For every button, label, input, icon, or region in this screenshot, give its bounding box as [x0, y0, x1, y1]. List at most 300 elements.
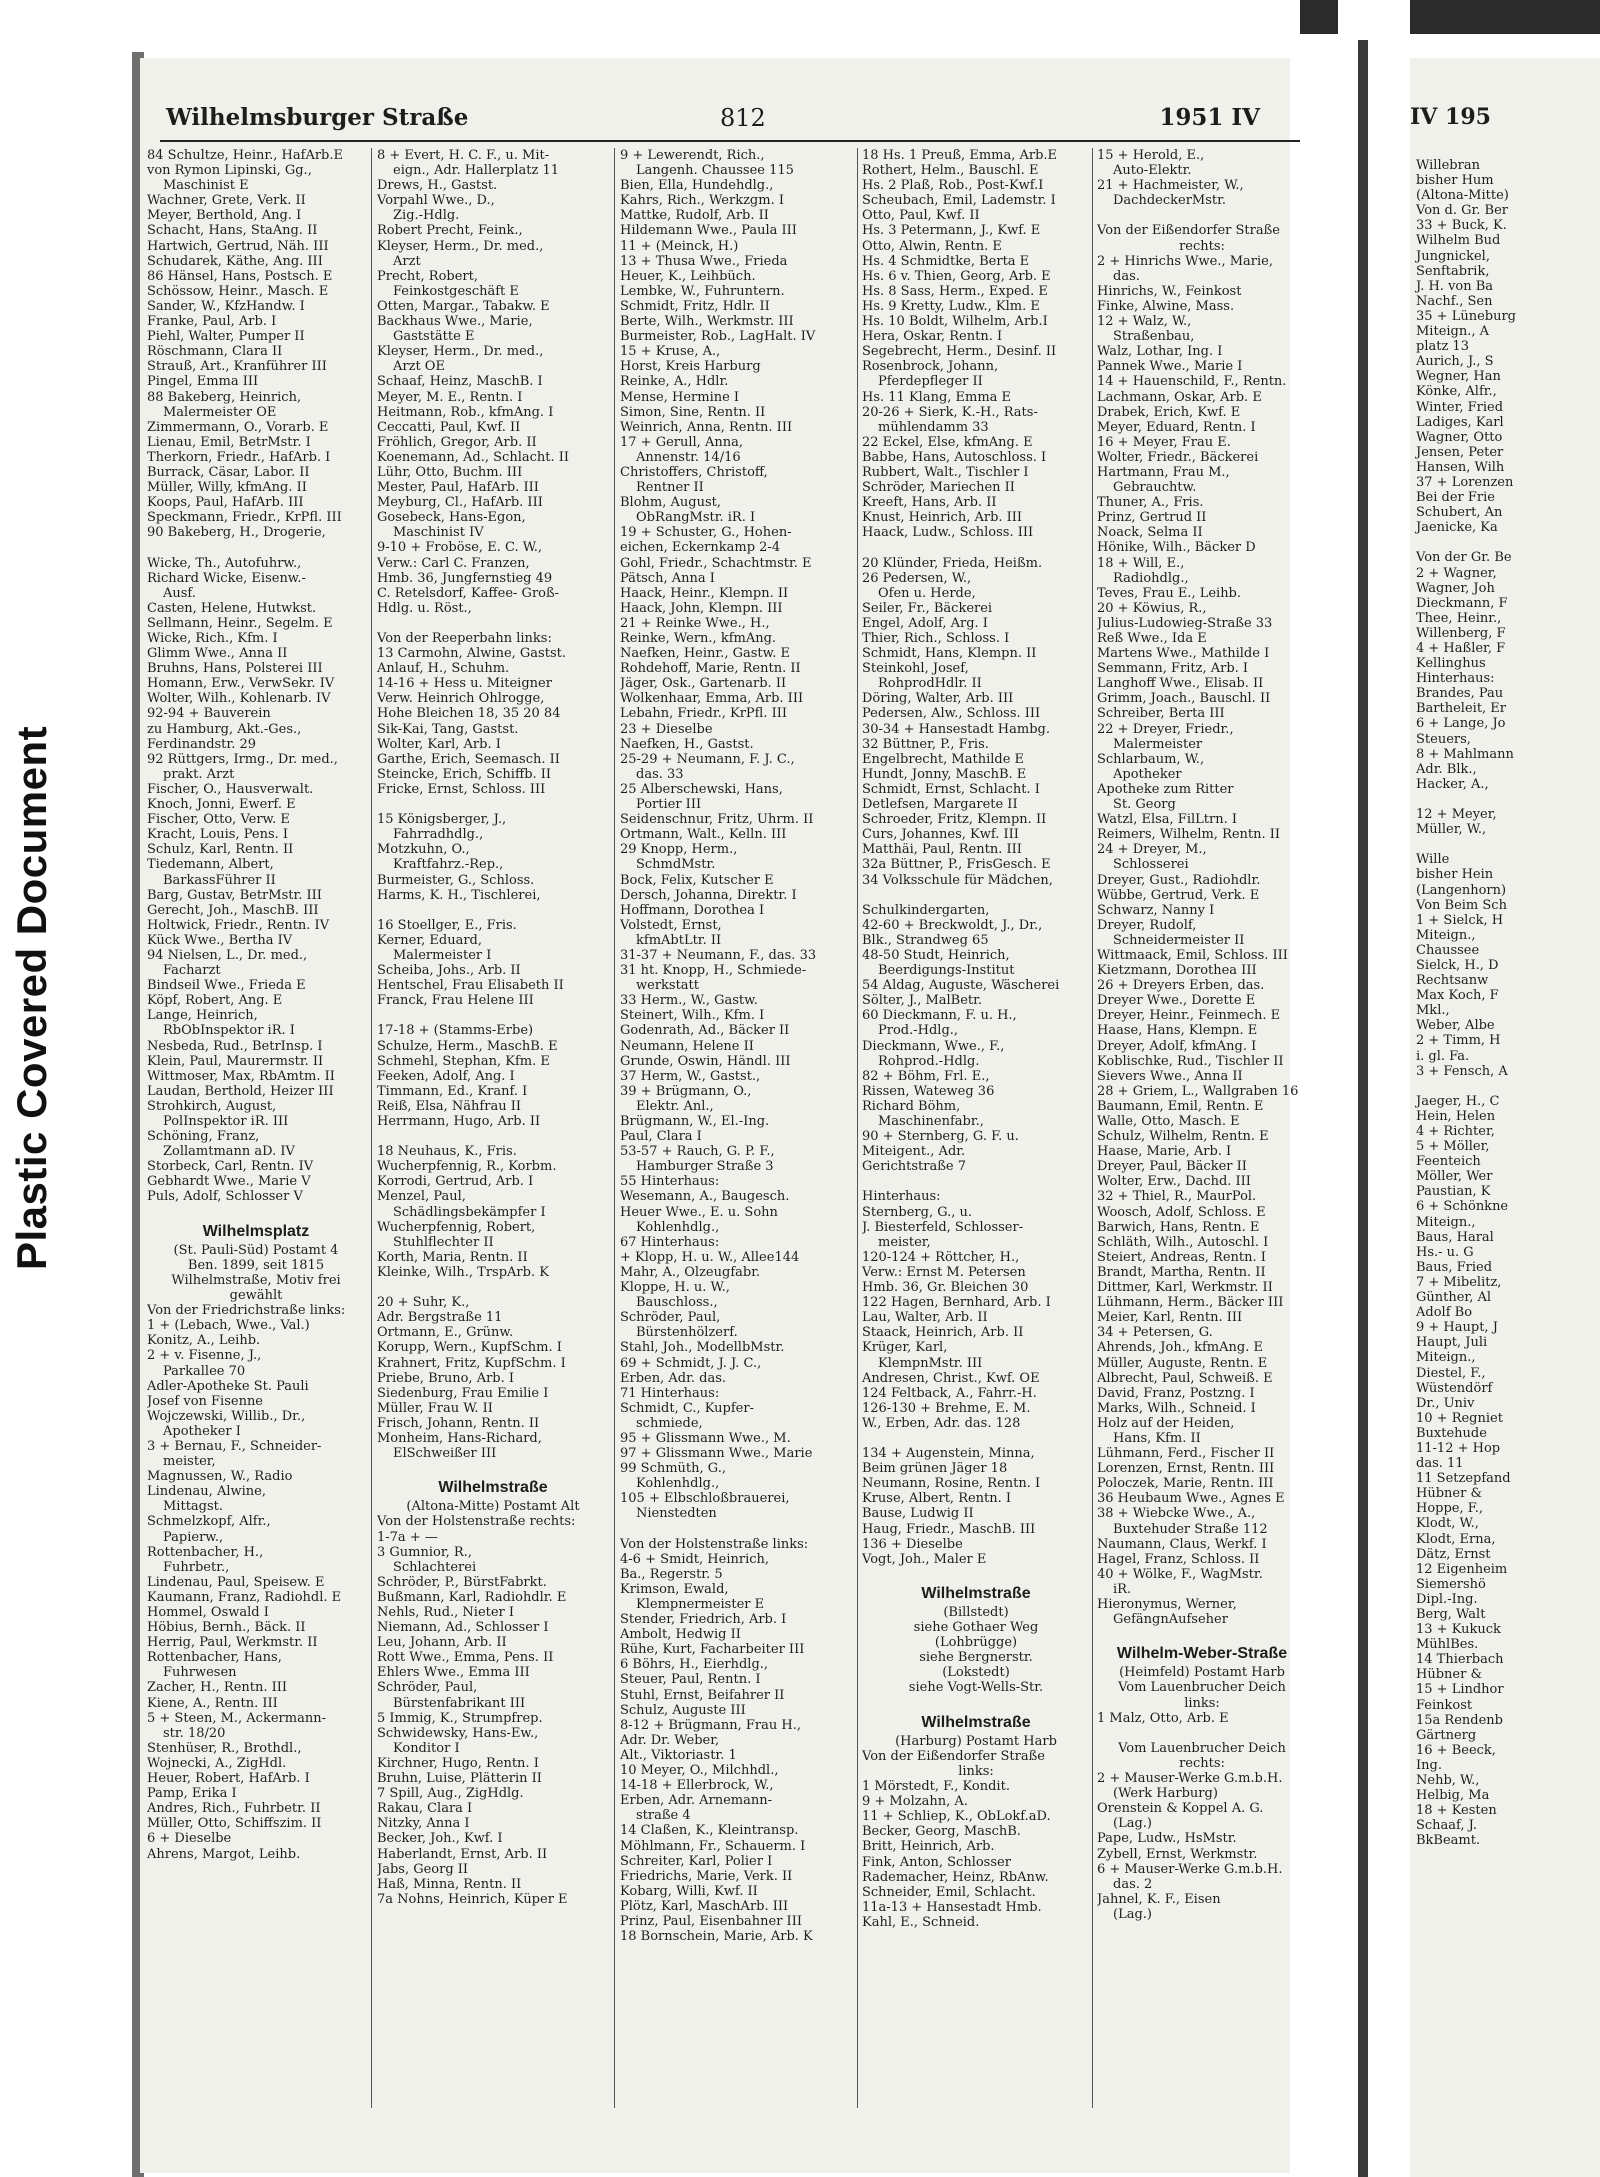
directory-entry: 1-7a + — — [377, 1529, 438, 1545]
directory-entry: Woosch, Adolf, Schloss. E — [1097, 1204, 1266, 1220]
directory-entry: Lühmann, Ferd., Fischer II — [1097, 1446, 1275, 1462]
entry-continuation: Fuhrwesen — [163, 1665, 237, 1681]
directory-entry: 126-130 + Brehme, E. M. — [862, 1400, 1031, 1416]
directory-entry: Bruhn, Luise, Plätterin II — [377, 1771, 542, 1787]
directory-entry: Ahrends, Joh., kfmAng. E — [1097, 1340, 1263, 1356]
directory-entry: 134 + Augenstein, Minna, — [862, 1446, 1035, 1462]
directory-entry: 15 + Lindhor — [1416, 1682, 1504, 1698]
directory-entry: Schmidt, Hans, Klempn. II — [862, 646, 1037, 662]
directory-entry: 92 Rüttgers, Irmg., Dr. med., — [147, 751, 338, 767]
directory-entry: Feeken, Adolf, Ang. I — [377, 1068, 515, 1084]
directory-entry: Nehb, W., — [1416, 1773, 1480, 1789]
directory-entry: Piehl, Walter, Pumper II — [147, 329, 305, 345]
directory-entry: Monheim, Hans-Richard, — [377, 1430, 542, 1446]
entry-continuation: Buxtehuder Straße 112 — [1113, 1521, 1268, 1537]
directory-entry: Dreyer, Gust., Radiohdlr. — [1097, 872, 1261, 888]
directory-entry: 54 Aldag, Auguste, Wäscherei — [862, 978, 1060, 994]
directory-entry: Ambolt, Hedwig II — [620, 1627, 741, 1643]
directory-entry: 69 + Schmidt, J. J. C., — [620, 1355, 762, 1371]
directory-entry: Hein, Helen — [1416, 1108, 1496, 1124]
directory-entry: Baumann, Emil, Rentn. E — [1097, 1098, 1264, 1114]
directory-entry: 23 + Dieselbe — [620, 721, 713, 737]
directory-entry: 60 Dieckmann, F. u. H., — [862, 1008, 1017, 1024]
directory-entry: Hs. 6 v. Thien, Georg, Arb. E — [862, 268, 1051, 284]
directory-entry: Herrig, Paul, Werkmstr. II — [147, 1635, 318, 1651]
directory-entry: 20-26 + Sierk, K.-H., Rats- — [862, 404, 1038, 420]
directory-entry: 15 Königsberger, J., — [377, 812, 507, 828]
directory-entry: Klodt, W., — [1416, 1516, 1479, 1532]
directory-entry: Naefken, Heinr., Gastw. E — [620, 646, 790, 662]
directory-entry: Korrodi, Gertrud, Arb. I — [377, 1174, 534, 1190]
directory-entry: 13 + Kukuck — [1416, 1622, 1501, 1638]
directory-entry: platz 13 — [1416, 339, 1469, 355]
directory-entry: Sellmann, Heinr., Segelm. E — [147, 615, 333, 631]
column-rule — [371, 148, 372, 2108]
directory-entry: Lebahn, Friedr., KrPfl. III — [620, 706, 788, 722]
entry-continuation: Prod.-Hdlg., — [878, 1023, 959, 1039]
directory-entry: Mkl., — [1416, 1003, 1450, 1019]
directory-entry: Naefken, H., Gastst. — [620, 736, 754, 752]
spacer — [862, 1567, 1090, 1582]
directory-entry: Sternberg, G., u. — [862, 1204, 973, 1220]
directory-entry: Otten, Margar., Tabakw. E — [377, 298, 550, 314]
directory-entry: Dittmer, Karl, Werkmstr. II — [1097, 1280, 1273, 1296]
entry-continuation: Kohlenhdlg., — [636, 1476, 720, 1492]
directory-entry: Herrmann, Hugo, Arb. II — [377, 1114, 541, 1129]
entry-continuation: werkstatt — [636, 978, 700, 994]
directory-entry: Anlauf, H., Schuhm. — [377, 661, 510, 677]
directory-entry: Müller, Otto, Schiffszim. II — [147, 1816, 322, 1832]
directory-entry: 18 Bornschein, Marie, Arb. K — [620, 1929, 813, 1945]
entry-continuation: Ausf. — [163, 585, 196, 601]
directory-entry: Thee, Heinr., — [1416, 610, 1502, 626]
entry-continuation: Schädlingsbekämpfer I — [393, 1204, 546, 1220]
directory-entry: Weinrich, Anna, Rentn. III — [620, 419, 793, 435]
directory-entry: Leu, Johann, Arb. II — [377, 1635, 507, 1651]
directory-entry: Erben, Adr. das. — [620, 1370, 726, 1386]
directory-entry: Hinrichs, W., Feinkost — [1097, 283, 1242, 299]
directory-entry: Speckmann, Friedr., KrPfl. III — [147, 510, 342, 526]
directory-entry: C. Retelsdorf, Kaffee- Groß- — [377, 585, 560, 601]
section-note: (Altona-Mitte) Postamt Alt — [406, 1499, 580, 1515]
directory-entry: 18 + Will, E., — [1097, 555, 1185, 571]
directory-entry: Wagner, Otto — [1416, 429, 1503, 445]
directory-entry: 6 Böhrs, H., Eierhdlg., — [620, 1657, 769, 1673]
spacer — [147, 540, 365, 555]
directory-entry: Von der Gr. Be — [1416, 550, 1512, 566]
directory-entry: Strohkirch, August, — [147, 1098, 277, 1114]
directory-entry: Adr. Dr. Weber, — [620, 1732, 720, 1748]
spacer — [1097, 1726, 1307, 1741]
directory-entry: 34 Volksschule für Mädchen, — [862, 872, 1053, 888]
directory-entry: Kruse, Albert, Rentn. I — [862, 1491, 1012, 1507]
directory-entry: Kobarg, Willi, Kwf. II — [620, 1883, 758, 1899]
directory-entry: Winter, Fried — [1416, 399, 1504, 415]
directory-entry: 67 Hinterhaus: — [620, 1234, 720, 1250]
directory-entry: Haberlandt, Ernst, Arb. II — [377, 1846, 548, 1862]
directory-entry: Schroeder, Fritz, Klempn. II — [862, 812, 1047, 828]
directory-entry: Finke, Alwine, Mass. — [1097, 298, 1235, 314]
directory-entry: Segebrecht, Herm., Desinf. II — [862, 344, 1057, 360]
right-page-header: IV 195 — [1410, 104, 1491, 130]
directory-entry: Wolter, Karl, Arb. I — [377, 736, 501, 752]
directory-entry: Wagner, Joh — [1416, 580, 1495, 596]
directory-entry: Senftabrik, — [1416, 263, 1490, 279]
directory-entry: Schulkindergarten, — [862, 902, 990, 918]
directory-entry: 2 + Timm, H — [1416, 1033, 1501, 1049]
directory-entry: Mattke, Rudolf, Arb. II — [620, 208, 769, 224]
directory-entry: Müller, Auguste, Rentn. E — [1097, 1355, 1268, 1371]
entry-continuation: schmiede, — [636, 1415, 703, 1431]
directory-entry: Wolter, Erw., Dachd. III — [1097, 1174, 1251, 1190]
directory-entry: Wittmaack, Emil, Schloss. III — [1097, 947, 1288, 963]
directory-entry: 14-18 + Ellerbrock, W., — [620, 1778, 774, 1794]
directory-entry: Nachf., Sen — [1416, 293, 1493, 309]
directory-entry: Von Beim Sch — [1416, 897, 1507, 913]
directory-entry: Dreyer Wwe., Dorette E — [1097, 993, 1256, 1009]
directory-entry: Drews, H., Gastst. — [377, 178, 498, 194]
directory-entry: 14 Thierbach — [1416, 1652, 1504, 1668]
spacer — [862, 1696, 1090, 1711]
directory-entry: 32 + Thiel, R., MaurPol. — [1097, 1189, 1257, 1205]
directory-entry: Dieckmann, Wwe., F., — [862, 1038, 1005, 1054]
directory-entry: 13 + Thusa Wwe., Frieda — [620, 253, 788, 269]
section-note: (Harburg) Postamt Harb — [895, 1733, 1057, 1749]
directory-entry: Meyer, M. E., Rentn. I — [377, 389, 523, 405]
directory-entry: Ahrens, Margot, Leihb. — [147, 1846, 301, 1862]
directory-entry: bisher Hein — [1416, 867, 1494, 883]
directory-entry: Schudarek, Käthe, Ang. III — [147, 253, 323, 269]
directory-entry: 16 Stoellger, E., Fris. — [377, 917, 517, 933]
directory-entry: Zybell, Ernst, Werkmstr. — [1097, 1846, 1258, 1862]
directory-entry: Hinterhaus: — [862, 1189, 941, 1205]
directory-entry: von Rymon Lipinski, Gg., — [147, 163, 312, 179]
directory-entry: 3 + Bernau, F., Schneider- — [147, 1438, 322, 1454]
directory-entry: Matthäi, Paul, Rentn. III — [862, 842, 1022, 858]
directory-entry: Puls, Adolf, Schlosser V — [147, 1189, 303, 1205]
directory-entry: 24 + Dreyer, M., — [1097, 842, 1207, 858]
directory-entry: Kirchner, Hugo, Rentn. I — [377, 1755, 539, 1771]
directory-entry: 7 Spill, Aug., ZigHdlg. — [377, 1786, 524, 1802]
directory-entry: Dreyer, Adolf, kfmAng. I — [1097, 1038, 1257, 1054]
side-label: Plastic Covered Document — [8, 725, 55, 1270]
directory-entry: Hartmann, Frau M., — [1097, 464, 1230, 480]
section-note: siehe Gothaer Weg — [913, 1620, 1039, 1636]
directory-entry: 26 Pedersen, W., — [862, 570, 972, 586]
directory-entry: Scheiba, Johs., Arb. II — [377, 963, 521, 979]
entry-continuation: Bauschloss., — [636, 1295, 718, 1311]
directory-entry: Sielck, H., D — [1416, 957, 1499, 973]
directory-entry: Diestel, F., — [1416, 1365, 1486, 1381]
directory-entry: Nesbeda, Rud., BetrInsp. I — [147, 1038, 323, 1054]
directory-entry: Tiedemann, Albert, — [147, 857, 274, 873]
directory-entry: Kietzmann, Dorothea III — [1097, 963, 1257, 979]
directory-entry: 6 + Lange, Jo — [1416, 716, 1506, 732]
directory-entry: Gebhardt Wwe., Marie V — [147, 1174, 311, 1190]
entry-continuation: (Lag.) — [1113, 1816, 1152, 1832]
directory-entry: Becker, Georg, MaschB. — [862, 1824, 1021, 1840]
directory-entry: Burmeister, G., Schloss. — [377, 872, 535, 888]
directory-entry: Brügmann, W., El.-Ing. — [620, 1114, 770, 1129]
directory-entry: Konitz, A., Leihb. — [147, 1333, 261, 1349]
directory-entry: 8-12 + Brügmann, Frau H., — [620, 1717, 802, 1733]
entry-continuation: str. 18/20 — [163, 1725, 226, 1741]
directory-entry: Kreeft, Hans, Arb. II — [862, 495, 997, 511]
directory-entry: Hinterhaus: — [1416, 671, 1495, 687]
directory-entry: Bartheleit, Er — [1416, 701, 1507, 717]
directory-entry: Steuers, — [1416, 731, 1471, 747]
column-rule — [614, 148, 615, 2108]
directory-entry: Schmidt, C., Kupfer- — [620, 1400, 754, 1416]
directory-entry: Lühmann, Herm., Bäcker III — [1097, 1295, 1284, 1311]
directory-entry: Lindenau, Alwine, — [147, 1484, 266, 1500]
directory-entry: Mahr, A., Olzeugfabr. — [620, 1264, 761, 1280]
directory-entry: Adr. Bergstraße 11 — [377, 1310, 503, 1326]
directory-entry: 2 + Wagner, — [1416, 565, 1497, 581]
directory-entry: Hagel, Franz, Schloss. II — [1097, 1551, 1260, 1567]
directory-entry: 48-50 Studt, Heinrich, — [862, 947, 1010, 963]
directory-entry: Strauß, Art., Kranführer III — [147, 359, 327, 375]
directory-entry: Hübner & — [1416, 1667, 1483, 1683]
directory-entry: Wübbe, Gertrud, Verk. E — [1097, 887, 1260, 903]
entry-continuation: prakt. Arzt — [163, 766, 235, 782]
entry-continuation: Gaststätte E — [393, 329, 475, 345]
directory-entry: Ba., Regerstr. 5 — [620, 1566, 723, 1582]
directory-entry: 92-94 + Bauverein — [147, 706, 271, 722]
entry-continuation: mühlendamm 33 — [878, 419, 989, 435]
directory-entry: Plötz, Karl, MaschArb. III — [620, 1898, 789, 1914]
entry-continuation: Apotheker I — [163, 1423, 241, 1439]
directory-entry: Siemershö — [1416, 1576, 1486, 1592]
directory-entry: 17 + Gerull, Anna, — [620, 434, 743, 450]
directory-entry: Rott Wwe., Emma, Pens. II — [377, 1650, 554, 1666]
directory-entry: 14-16 + Hess u. Miteigner — [377, 676, 552, 692]
directory-entry: Stenhüser, R., Brothdl., — [147, 1740, 302, 1756]
directory-entry: Kleyser, Herm., Dr. med., — [377, 238, 544, 254]
directory-entry: 8 + Mahlmann — [1416, 746, 1514, 762]
directory-entry: Klodt, Erna, — [1416, 1531, 1496, 1547]
directory-entry: Hs. 8 Sass, Herm., Exped. E — [862, 283, 1048, 299]
directory-entry: Hera, Oskar, Rentn. I — [862, 329, 1003, 345]
directory-entry: Hoppe, F., — [1416, 1501, 1484, 1517]
directory-entry: 11 + (Meinck, H.) — [620, 238, 739, 254]
directory-entry: Schaaf, J. — [1416, 1818, 1478, 1834]
entry-continuation: Kohlenhdlg., — [636, 1219, 720, 1235]
directory-entry: Kahrs, Rich., Werkzgm. I — [620, 193, 784, 209]
section-note: (Billstedt) — [943, 1605, 1009, 1620]
directory-entry: Hdlg. u. Röst., — [377, 600, 472, 616]
directory-entry: Poloczek, Marie, Rentn. III — [1097, 1476, 1274, 1492]
directory-entry: 42-60 + Breckwoldt, J., Dr., — [862, 917, 1043, 933]
entry-continuation: meister, — [878, 1234, 931, 1250]
directory-entry: Precht, Robert, — [377, 268, 478, 284]
entry-continuation: Kraftfahrz.-Rep., — [393, 857, 504, 873]
directory-entry: Menzel, Paul, — [377, 1189, 466, 1205]
entry-continuation: SchmdMstr. — [636, 857, 716, 873]
directory-entry: Mense, Hermine I — [620, 389, 740, 405]
directory-entry: Miteign., A — [1416, 324, 1490, 340]
directory-entry: Meyer, Eduard, Rentn. I — [1097, 419, 1256, 435]
directory-entry: 82 + Böhm, Frl. E., — [862, 1068, 990, 1084]
directory-entry: Jahnel, K. F., Eisen — [1097, 1891, 1221, 1907]
spacer — [1416, 792, 1600, 807]
directory-entry: Miteigent., Adr. — [862, 1144, 966, 1160]
entry-continuation: Straßenbau, — [1113, 329, 1195, 345]
directory-entry: Grimm, Joach., Bauschl. II — [1097, 691, 1271, 707]
directory-entry: Schulz, Auguste III — [620, 1702, 746, 1718]
directory-entry: Hommel, Oswald I — [147, 1605, 269, 1620]
directory-entry: Kleinke, Wilh., TrspArb. K — [377, 1264, 549, 1280]
directory-entry: Meyburg, Cl., HafArb. III — [377, 495, 543, 511]
spacer — [862, 1431, 1090, 1446]
directory-entry: + Klopp, H. u. W., Allee144 — [620, 1249, 800, 1265]
directory-entry: Semmann, Fritz, Arb. I — [1097, 661, 1249, 677]
directory-entry: Backhaus Wwe., Marie, — [377, 314, 533, 330]
directory-entry: 53-57 + Rauch, G. P. F., — [620, 1144, 775, 1160]
section-note: (Lokstedt) — [942, 1665, 1010, 1681]
directory-entry: 97 + Glissmann Wwe., Marie — [620, 1446, 813, 1462]
directory-entry: Von der Eißendorfer Straße — [862, 1748, 1045, 1764]
directory-entry: 9 + Haupt, J — [1416, 1320, 1498, 1336]
entry-continuation: Fuhrbetr., — [163, 1559, 230, 1575]
directory-entry: Reß Wwe., Ida E — [1097, 631, 1207, 646]
directory-entry: 2 + v. Fisenne, J., — [147, 1348, 262, 1364]
directory-entry: Verw.: Ernst M. Petersen — [862, 1264, 1026, 1280]
directory-entry: Rubbert, Walt., Tischler I — [862, 464, 1029, 480]
directory-entry: Korupp, Wern., KupfSchm. I — [377, 1340, 562, 1356]
directory-entry: Martens Wwe., Mathilde I — [1097, 646, 1270, 662]
entry-continuation: Papierw., — [163, 1529, 224, 1545]
directory-entry: Krüger, Karl, — [862, 1340, 948, 1356]
directory-entry: 3 + Fensch, A — [1416, 1063, 1508, 1079]
directory-entry: Hs. 10 Boldt, Wilhelm, Arb.I — [862, 314, 1048, 330]
directory-entry: Bien, Ella, Hundehdlg., — [620, 178, 774, 194]
directory-entry: 55 Hinterhaus: — [620, 1174, 720, 1190]
directory-entry: Ceccatti, Paul, Kwf. II — [377, 419, 521, 435]
directory-entry: Barwich, Hans, Rentn. E — [1097, 1219, 1260, 1235]
directory-entry: Zimmermann, O., Vorarb. E — [147, 419, 329, 435]
directory-entry: 15 + Herold, E., — [1097, 148, 1205, 163]
spacer — [377, 797, 609, 812]
directory-entry: 12 + Meyer, — [1416, 807, 1497, 823]
directory-entry: Kerner, Eduard, — [377, 932, 482, 948]
directory-entry: Von der Holstenstraße links: — [620, 1536, 809, 1552]
directory-entry: BkBeamt. — [1416, 1833, 1481, 1849]
directory-entry: 21 + Reinke Wwe., H., — [620, 615, 770, 631]
directory-entry: Miteign., — [1416, 1350, 1476, 1366]
directory-entry: 34 + Petersen, G. — [1097, 1325, 1213, 1341]
directory-entry: Krahnert, Fritz, KupfSchm. I — [377, 1355, 566, 1371]
entry-continuation: Feinkostgeschäft E — [393, 283, 519, 299]
directory-entry: Knoch, Jonni, Ewerf. E — [147, 797, 296, 813]
directory-entry: Lienau, Emil, BetrMstr. I — [147, 434, 311, 450]
directory-entry: Lembke, W., Fuhruntern. — [620, 283, 785, 299]
directory-entry: Wolter, Friedr., Bäckerei — [1097, 449, 1259, 465]
directory-entry: 1 Mörstedt, F., Kondit. — [862, 1779, 1010, 1795]
directory-entry: Ferdinandstr. 29 — [147, 736, 257, 752]
directory-entry: eichen, Eckernkamp 2-4 — [620, 540, 781, 556]
directory-entry: Schlarbaum, W., — [1097, 751, 1205, 767]
directory-entry: Thuner, A., Fris. — [1097, 495, 1204, 511]
spacer — [147, 1205, 365, 1220]
directory-entry: Hmb. 36, Gr. Bleichen 30 — [862, 1280, 1029, 1296]
directory-entry: 29 Knopp, Herm., — [620, 842, 738, 858]
entry-continuation: Malermeister OE — [163, 404, 277, 420]
directory-entry: Julius-Ludowieg-Straße 33 — [1097, 615, 1273, 631]
directory-entry: Teves, Frau E., Leihb. — [1097, 585, 1242, 601]
directory-entry: Von d. Gr. Ber — [1416, 203, 1509, 219]
directory-entry: Weber, Albe — [1416, 1018, 1495, 1034]
directory-entry: Mester, Paul, HafArb. III — [377, 480, 539, 496]
directory-entry: i. gl. Fa. — [1416, 1048, 1470, 1064]
directory-entry: Helbig, Ma — [1416, 1788, 1490, 1804]
directory-entry: Fink, Anton, Schlosser — [862, 1854, 1011, 1870]
entry-continuation: Maschinist E — [163, 178, 249, 194]
directory-entry: 25-29 + Neumann, F. J. C., — [620, 751, 795, 767]
directory-entry: Engel, Adolf, Arg. I — [862, 615, 988, 631]
side-strip — [0, 0, 92, 2177]
directory-entry: 6 + Schönkne — [1416, 1199, 1509, 1215]
directory-entry: 9-10 + Froböse, E. C. W., — [377, 540, 543, 556]
entry-continuation: Bürstenfabrikant III — [393, 1695, 526, 1711]
directory-entry: Von der Holstenstraße rechts: — [377, 1514, 576, 1530]
directory-entry: 20 + Suhr, K., — [377, 1295, 470, 1311]
entry-continuation: GefängnAufseher — [1113, 1612, 1228, 1628]
entry-continuation: Mittagst. — [163, 1499, 224, 1515]
directory-entry: Glimm Wwe., Anna II — [147, 646, 288, 662]
directory-entry: 88 Bakeberg, Heinrich, — [147, 389, 302, 405]
directory-entry: 2 + Mauser-Werke G.m.b.H. — [1097, 1771, 1283, 1787]
directory-entry: Neumann, Rosine, Rentn. I — [862, 1476, 1041, 1492]
section-heading: Wilhelmstraße — [921, 1584, 1031, 1602]
directory-entry: Rechtsanw — [1416, 973, 1489, 989]
entry-continuation: iR. — [1113, 1581, 1132, 1597]
directory-entry: Dreyer, Paul, Bäcker II — [1097, 1159, 1247, 1175]
directory-entry: Pätsch, Anna I — [620, 570, 715, 586]
directory-entry: 86 Hänsel, Hans, Postsch. E — [147, 268, 333, 284]
entry-continuation: Annenstr. 14/16 — [636, 449, 741, 465]
directory-entry: Wolkenhaar, Emma, Arb. III — [620, 691, 804, 707]
directory-entry: Reinke, Wern., kfmAng. — [620, 631, 777, 646]
section-note: siehe Vogt-Wells-Str. — [908, 1680, 1044, 1696]
directory-entry: 124 Feltback, A., Fahrr.-H. — [862, 1385, 1037, 1401]
directory-entry: 14 Claßen, K., Kleintransp. — [620, 1823, 799, 1839]
directory-entry: 17-18 + (Stamms-Erbe) — [377, 1023, 534, 1039]
directory-entry: Apotheke zum Ritter — [1097, 781, 1234, 797]
directory-entry: Sik-Kai, Tang, Gastst. — [377, 721, 519, 737]
directory-entry: Britt, Heinrich, Arb. — [862, 1839, 995, 1855]
entry-continuation: das. 2 — [1113, 1876, 1153, 1892]
directory-entry: 37 Herm, W., Gastst., — [620, 1068, 761, 1084]
directory-entry: Rissen, Wateweg 36 — [862, 1083, 995, 1099]
directory-entry: Holz auf der Heiden, — [1097, 1415, 1235, 1431]
entry-continuation: Malermeister — [1113, 736, 1203, 752]
directory-entry: 14 + Hauenschild, F., Rentn. — [1097, 374, 1287, 390]
entry-continuation: Auto-Elektr. — [1113, 163, 1192, 179]
entry-continuation: meister, — [163, 1454, 216, 1470]
directory-entry: Lachmann, Oskar, Arb. E — [1097, 389, 1262, 405]
directory-entry: Rakau, Clara I — [377, 1801, 473, 1817]
entry-continuation: BarkassFührer II — [163, 872, 276, 888]
directory-entry: Köpf, Robert, Ang. E — [147, 993, 283, 1009]
gutter-bar — [1358, 40, 1368, 2177]
directory-entry: Hs.- u. G — [1416, 1244, 1474, 1260]
directory-entry: Feinkost — [1416, 1697, 1473, 1713]
entry-continuation: eign., Adr. Hallerplatz 11 — [393, 163, 559, 179]
directory-entry: 33 + Buck, K. — [1416, 218, 1507, 234]
section-note: (Lohbrügge) — [934, 1635, 1018, 1651]
directory-entry: Koblischke, Rud., Tischler II — [1097, 1053, 1284, 1069]
